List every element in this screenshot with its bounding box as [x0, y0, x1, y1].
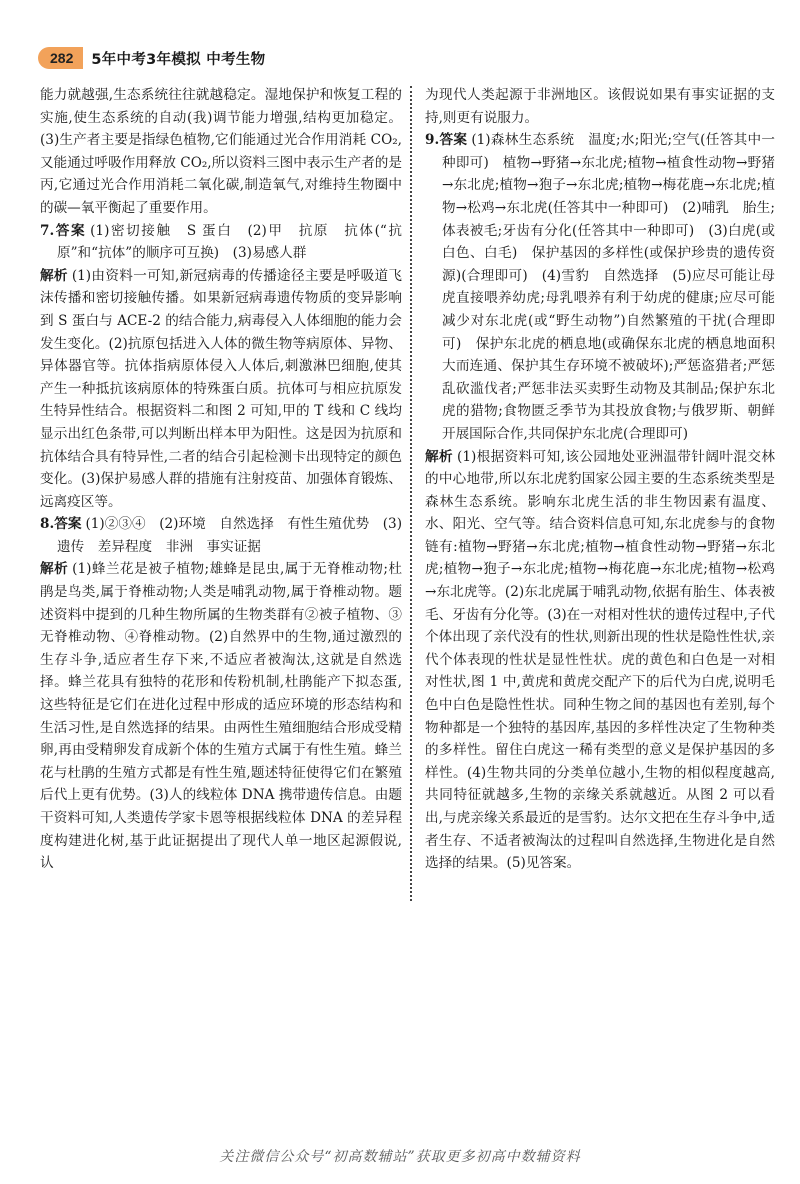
- q7-answer-label: 答案: [54, 222, 87, 239]
- q9-analysis-label: 解析: [425, 448, 454, 465]
- q8-analysis-text: (1)蜂兰花是被子植物;雄蜂是昆虫,属于无脊椎动物;杜鹃是鸟类,属于脊椎动物;人类是哺乳动物,属于脊椎动物。题述资料中提到的几种生物所属的生物类群有②被子植物、③无脊椎动物、④脊椎动物。(2)自然界中的生物,通过激烈的生存斗争,适应者生存下来,不适应者被淘汰,这就是自然选择。蜂兰花具有独特的花形和传粉机制,杜鹃能产下拟态蛋,这些特征是它们在进化过程中形成的适应环境的形态结构和生活习性,是自然选择的结果。由两性生殖细胞结合形成受精卵,再由受精卵发育成新个体的生殖方式属于有性生殖。蜂兰花与杜鹃的生殖方式都是有性生殖,题述特征使得它们在繁殖后代上更有优势。(3)人的线粒体 DNA 携带遗传信息。由题干资料可知,人类遗传学家卡恩等根据线粒体 DNA 的差异程度构建进化树,基于此证据提出了现代人单一地区起源假说,认: [40, 561, 402, 872]
- question-8: [40, 513, 402, 875]
- q7-number: 7.: [40, 222, 55, 239]
- left-column: [40, 84, 402, 875]
- column-divider: [410, 86, 412, 901]
- q8-answer-label: 答案: [54, 516, 82, 533]
- q9-number: 9.: [425, 132, 440, 149]
- question-7: [40, 220, 402, 514]
- page-header: [38, 46, 266, 70]
- question-9: [425, 129, 775, 875]
- footer-watermark: 关注微信公众号“初高数辅站”获取更多初高中数辅资料: [219, 1149, 581, 1165]
- q8-analysis-label: 解析: [40, 561, 69, 578]
- q9-analysis-text: (1)根据资料可知,该公园地处亚洲温带针阔叶混交林的中心地带,所以东北虎豹国家公园主要的生态系统类型是森林生态系统。影响东北虎生活的非生物因素有温度、水、阳光、空气等。结合资料信息可知,东北虎参与的食物链有:植物→野猪→东北虎;植物→植食性动物→野猪→东北虎;植物→狍子→东北虎;植物→梅花鹿→东北虎;植物→松鸡→东北虎等。(2)东北虎属于哺乳动物,依据有胎生、体表被毛、牙齿有分化等。(3)在一对相对性状的遗传过程中,子代个体出现了亲代没有的性状,则新出现的性状是隐性性状,亲代个体表现的性状是显性性状。虎的黄色和白色是一对相对性状,图 1 中,黄虎和黄虎交配产下的后代为白虎,说明毛色中白色是隐性性状。同种生物之间的基因也有差别,每个物种都是一个独特的基因库,基因的多样性决定了生物种类的多样性。留住白虎这一稀有类型的意义是保护基因的多样性。(4)生物共同的分类单位越小,生物的相似程度越高,共同特征就越多,生物的亲缘关系就越近。从图 2 可以看出,与虎亲缘关系最近的是雪豹。达尔文把在生存斗争中,适者生存、不适者被淘汰的过程叫自然选择,生物进化是自然选择的结果。(5)见答案。: [425, 448, 776, 872]
- book-title: 5年中考3年模拟 中考生物: [91, 51, 266, 68]
- continued-text-right: 为现代人类起源于非洲地区。该假说如果有事实证据的支持,则更有说服力。: [425, 87, 775, 126]
- q7-answer-text: (1)密切接触 S 蛋白 (2)甲 抗原 抗体(“抗原”和“抗体”的顺序可互换) (3)易感人群: [57, 222, 402, 262]
- q9-analysis: [425, 446, 775, 875]
- q8-analysis: [40, 558, 402, 874]
- q9-answer: [425, 129, 775, 445]
- q9-answer-text: (1)森林生态系统 温度;水;阳光;空气(任答其中一种即可) 植物→野猪→东北虎;植物→植食性动物→野猪→东北虎;植物→狍子→东北虎;植物→梅花鹿→东北虎;植物→松鸡→东北虎(任答其中一种即可) (2)哺乳 胎生;体表被毛;牙齿有分化(任答其中一种即可) (3)白虎(或白色、白毛) 保护基因的多样性(或保护珍贵的遗传资源)(合理即可) (4)雪豹 自然选择 (5)应尽可能让母虎直接喂养幼虎;母乳喂养有利于幼虎的健康;应尽可能减少对东北虎(或“野生动物”)自然繁殖的干扰(合理即可) 保护东北虎的栖息地(或确保东北虎的栖息地面积大而连通、保护其生存环境不被破坏);严惩盗猎者;严惩乱砍滥伐者;严惩非法买卖野生动物及其制品;保护东北虎的猎物;食物匮乏季节为其投放食物;与俄罗斯、朝鲜开展国际合作,共同保护东北虎(合理即可): [442, 132, 775, 442]
- q8-number: 8.: [40, 516, 55, 533]
- page-number-badge: 282: [38, 47, 83, 69]
- q7-analysis-text: (1)由资料一可知,新冠病毒的传播途径主要是呼吸道飞沫传播和密切接触传播。如果新冠病毒遗传物质的变异影响到 S 蛋白与 ACE-2 的结合能力,病毒侵入人体细胞的能力会发生变化。(2)抗原包括进入人体的微生物等病原体、异物、异体器官等。抗体指病原体侵入人体后,刺激淋巴细胞,使其产生一种抵抗该病原体的特殊蛋白质。抗体可与相应抗原发生特异性结合。根据资料二和图 2 可知,甲的 T 线和 C 线均显示出红色条带,可以判断出样本甲为阳性。这是因为抗原和抗体结合具有特异性,二者的结合引起检测卡出现特定的颜色变化。(3)保护易感人群的措施有注射疫苗、加强体育锻炼、远离疫区等。: [40, 267, 402, 510]
- right-column: [425, 84, 775, 875]
- q7-analysis: [40, 265, 402, 514]
- q9-answer-label: 答案: [439, 132, 468, 149]
- continued-text: 能力就越强,生态系统往往就越稳定。湿地保护和恢复工程的实施,使生态系统的自动(我)调节能力增强,结构更加稳定。(3)生产者主要是指绿色植物,它们能通过光合作用消耗 CO₂,又能通过呼吸作用释放 CO₂,所以资料三图中表示生产者的是丙,它通过光合作用消耗二氧化碳,制造氧气,对维持生物圈中的碳—氧平衡起了重要作用。: [40, 87, 402, 216]
- q8-answer: [40, 513, 402, 558]
- q7-analysis-label: 解析: [40, 267, 68, 284]
- q7-answer: [40, 220, 402, 265]
- q8-answer-text: (1)②③④ (2)环境 自然选择 有性生殖优势 (3)遗传 差异程度 非洲 事实证据: [57, 516, 403, 555]
